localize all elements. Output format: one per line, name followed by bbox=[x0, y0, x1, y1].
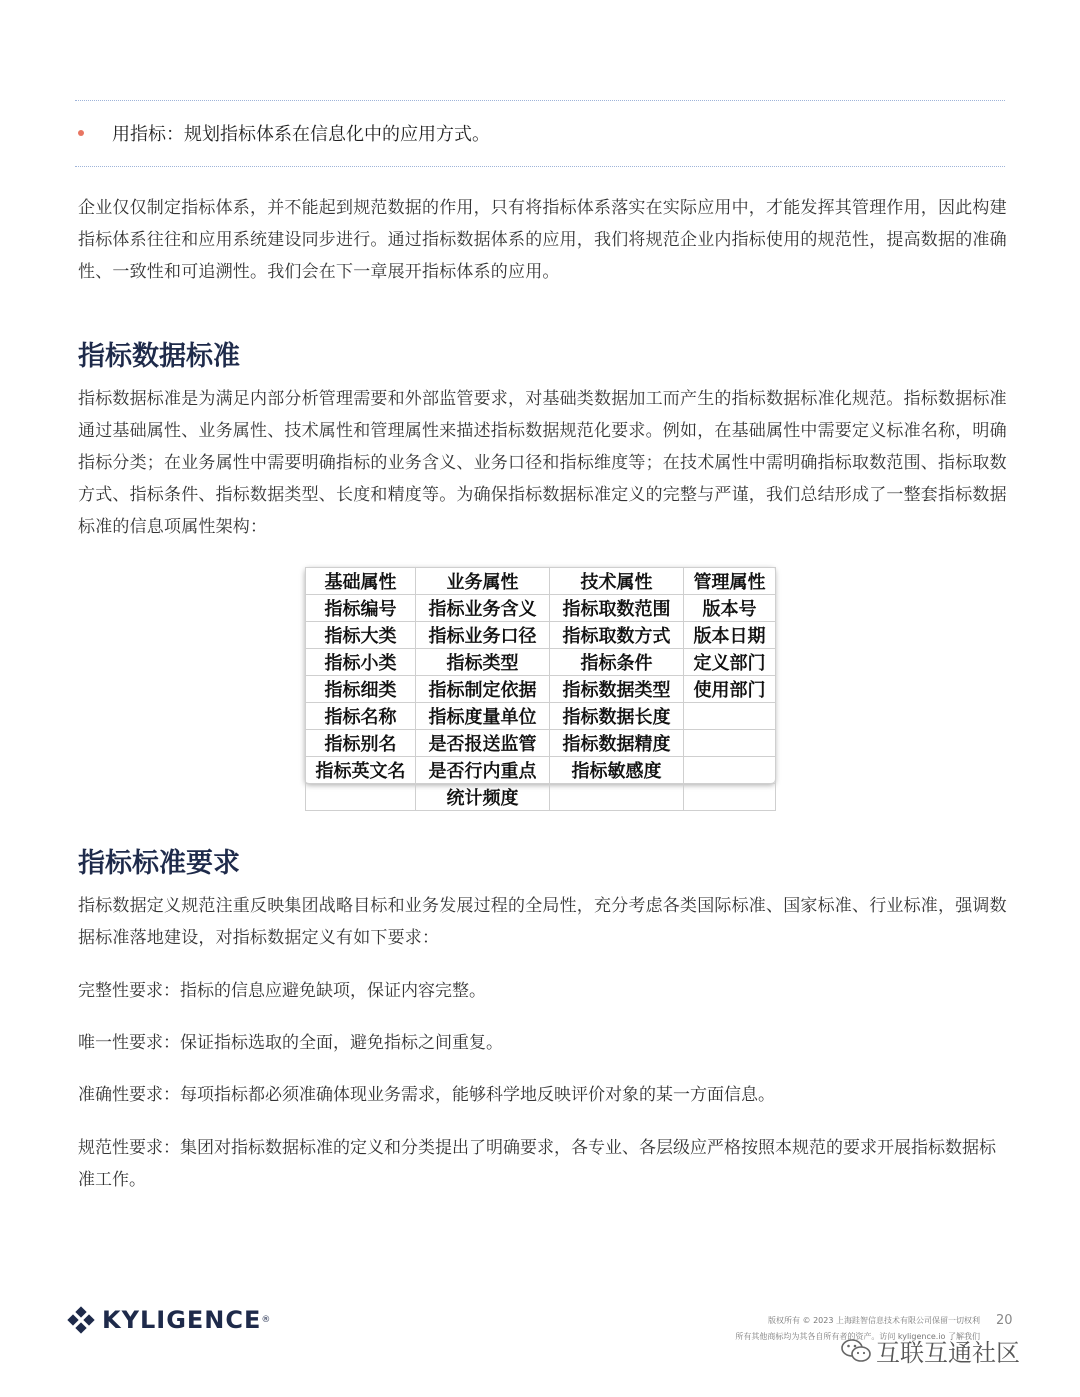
table-cell: 指标英文名 bbox=[306, 757, 416, 784]
table-cell: 指标取数方式 bbox=[550, 622, 684, 649]
table-row bbox=[306, 622, 776, 649]
bullet-divider bbox=[75, 166, 1005, 167]
top-divider bbox=[75, 100, 1005, 101]
table-row bbox=[306, 730, 776, 757]
table-cell: 指标条件 bbox=[550, 649, 684, 676]
table-header-row bbox=[306, 568, 776, 595]
table-cell: 指标取数范围 bbox=[550, 595, 684, 622]
table-cell: 指标数据长度 bbox=[550, 703, 684, 730]
table-cell: 指标业务含义 bbox=[416, 595, 550, 622]
table-row bbox=[306, 784, 776, 811]
table-cell: 指标细类 bbox=[306, 676, 416, 703]
table-cell: 指标类型 bbox=[416, 649, 550, 676]
section1-paragraph: 指标数据标准是为满足内部分析管理需要和外部监管要求，对基础类数据加工而产生的指标数据标准化规范。指标数据标准通过基础属性、业务属性、技术属性和管理属性来描述指标数据规范化要求。例如，在基础属性中需要定义标准名称，明确指标分类；在业务属性中需要明确指标的业务含义、业务口径和指标维度等；在技术属性中需明确指标取数范围、指标取数方式、指标条件、指标数据类型、长度和精度等。为确保指标数据标准定义的完整与严谨，我们总结形成了一整套指标数据标准的信息项属性架构： bbox=[78, 389, 1007, 537]
table-cell bbox=[684, 703, 776, 730]
requirement-accuracy: 准确性要求：每项指标都必须准确体现业务需求，能够科学地反映评价对象的某一方面信息。 bbox=[78, 1085, 775, 1105]
table-row bbox=[306, 649, 776, 676]
table-cell: 是否行内重点 bbox=[416, 757, 550, 784]
table-cell: 是否报送监管 bbox=[416, 730, 550, 757]
table-cell: 指标别名 bbox=[306, 730, 416, 757]
page-number: 20 bbox=[996, 1313, 1013, 1328]
requirement-normativity: 规范性要求：集团对指标数据标准的定义和分类提出了明确要求，各专业、各层级应严格按照本规范的要求开展指标数据标准工作。 bbox=[78, 1138, 996, 1190]
table-header-cell: 技术属性 bbox=[550, 568, 684, 595]
copyright-line-2: 所有其他商标均为其各自所有者的资产。访问 kyligence.io 了解我们 bbox=[735, 1332, 980, 1341]
table-cell bbox=[550, 784, 684, 811]
attribute-table bbox=[305, 567, 776, 811]
bullet-item bbox=[78, 118, 490, 148]
table-cell: 指标制定依据 bbox=[416, 676, 550, 703]
bullet-text: 用指标：规划指标体系在信息化中的应用方式。 bbox=[112, 124, 490, 145]
logo-text: KYLIGENCE bbox=[102, 1306, 262, 1334]
table-cell bbox=[684, 757, 776, 784]
table-cell: 指标敏感度 bbox=[550, 757, 684, 784]
wechat-icon bbox=[840, 1337, 872, 1365]
section-title-indicator-data-standard: 指标数据标准 bbox=[78, 341, 240, 372]
table-cell: 指标小类 bbox=[306, 649, 416, 676]
table-cell bbox=[306, 784, 416, 811]
table-cell: 使用部门 bbox=[684, 676, 776, 703]
table-cell: 指标数据类型 bbox=[550, 676, 684, 703]
attribute-table-image bbox=[305, 567, 775, 809]
section2-paragraph: 指标数据定义规范注重反映集团战略目标和业务发展过程的全局性，充分考虑各类国际标准、国家标准、行业标准，强调数据标准落地建设，对指标数据定义有如下要求： bbox=[78, 896, 1007, 948]
registered-mark: ® bbox=[261, 1315, 271, 1325]
table-row bbox=[306, 757, 776, 784]
requirement-uniqueness: 唯一性要求：保证指标选取的全面，避免指标之间重复。 bbox=[78, 1033, 503, 1053]
table-cell: 定义部门 bbox=[684, 649, 776, 676]
table-header-cell: 基础属性 bbox=[306, 568, 416, 595]
table-cell: 统计频度 bbox=[416, 784, 550, 811]
bullet-dot-icon bbox=[78, 130, 84, 136]
table-header-cell: 管理属性 bbox=[684, 568, 776, 595]
watermark-text: 互联互通社区 bbox=[876, 1339, 1020, 1367]
table-cell: 指标业务口径 bbox=[416, 622, 550, 649]
table-cell: 指标名称 bbox=[306, 703, 416, 730]
table-cell bbox=[684, 784, 776, 811]
table-cell: 指标大类 bbox=[306, 622, 416, 649]
wechat-watermark bbox=[840, 1333, 1020, 1368]
table-header-cell: 业务属性 bbox=[416, 568, 550, 595]
table-row bbox=[306, 595, 776, 622]
table-cell: 版本号 bbox=[684, 595, 776, 622]
table-cell: 指标数据精度 bbox=[550, 730, 684, 757]
table-cell bbox=[684, 730, 776, 757]
table-cell: 版本日期 bbox=[684, 622, 776, 649]
kyligence-logo bbox=[66, 1305, 270, 1335]
table-cell: 指标度量单位 bbox=[416, 703, 550, 730]
requirement-completeness: 完整性要求：指标的信息应避免缺项，保证内容完整。 bbox=[78, 981, 486, 1001]
section-title-indicator-standard-requirements: 指标标准要求 bbox=[78, 848, 240, 879]
table-row bbox=[306, 676, 776, 703]
intro-paragraph: 企业仅仅制定指标体系，并不能起到规范数据的作用，只有将指标体系落实在实际应用中，才能发挥其管理作用，因此构建指标体系往往和应用系统建设同步进行。通过指标数据体系的应用，我们将规范企业内指标使用的规范性，提高数据的准确性、一致性和可追溯性。我们会在下一章展开指标体系的应用。 bbox=[78, 198, 1007, 282]
table-row bbox=[306, 703, 776, 730]
kyligence-mark-icon bbox=[66, 1305, 96, 1335]
table-cell: 指标编号 bbox=[306, 595, 416, 622]
copyright-line-1: 版权所有 © 2023 上海跬智信息技术有限公司保留一切权利 bbox=[768, 1316, 980, 1325]
